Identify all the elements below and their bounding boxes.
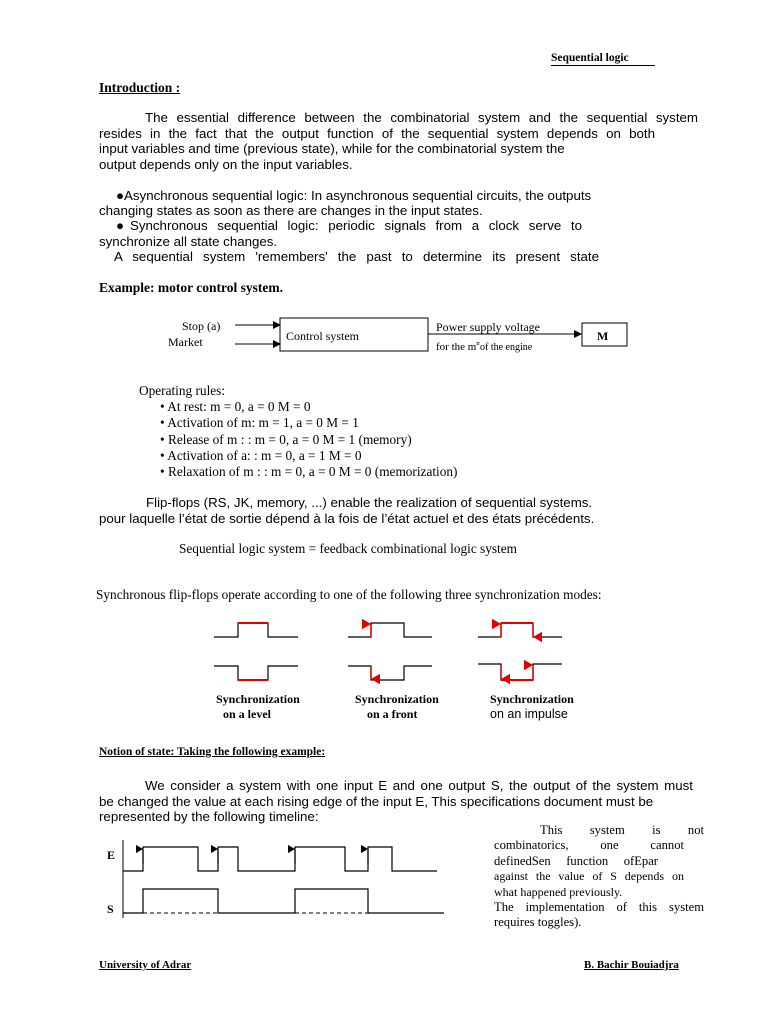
state-heading: Notion of state: Taking the following example: [99, 746, 326, 758]
signal-e-label: E [107, 848, 116, 862]
sync-line-2: synchronize all state changes. [99, 234, 278, 249]
rule-item: • Activation of m: m = 1, a = 0 M = 1 [160, 415, 457, 431]
state-line-1: We consider a system with one input E and one output S, the output of the system must [145, 778, 693, 793]
motor-control-diagram [0, 300, 768, 370]
side-note-line: This system is not [540, 823, 704, 837]
side-note-line: requires toggles). [494, 915, 582, 930]
example-heading: Example: motor control system. [99, 280, 283, 295]
front-pos-pulse [348, 623, 432, 637]
footer-university: University of Adrar [99, 959, 192, 971]
introduction-heading: Introduction : [99, 80, 181, 95]
side-note-line: against the value of S depends on [494, 869, 684, 884]
side-note-line: The implementation of this system [494, 900, 704, 915]
async-line-2: changing states as soon as there are changes in the input states. [99, 203, 483, 218]
footer-author: B. Bachir Bouiadjra [584, 959, 679, 971]
equation-line: Sequential logic system = feedback combinational logic system [179, 541, 517, 556]
motor-label: M [597, 329, 609, 343]
level-neg-pulse [214, 666, 298, 680]
output-label-1: Power supply voltage [436, 320, 540, 334]
front-neg-pulse [348, 666, 432, 680]
flipflops-line-1: Flip-flops (RS, JK, memory, ...) enable the realization of sequential systems. [146, 495, 593, 510]
remember-line: A sequential system 'remembers' the past to determine its present state [114, 249, 599, 264]
sync-modes-intro: Synchronous flip-flops operate according to one of the following three synchronization modes: [96, 587, 602, 602]
intro-line-3: input variables and time (previous state), while for the combinatorial system the [99, 141, 565, 156]
rule-item: • Relaxation of m : : m = 0, a = 0 M = 0 (memorization) [160, 464, 457, 480]
async-line-1: ●Asynchronous sequential logic: In asynchronous sequential circuits, the outputs [116, 188, 592, 203]
rule-item: • Activation of a: : m = 0, a = 1 M = 0 [160, 448, 457, 464]
impulse-neg-pulse [478, 664, 562, 680]
side-note-line: what happened previously. [494, 884, 623, 899]
side-note [494, 823, 704, 931]
impulse-mode-waveform [478, 623, 562, 680]
side-note-line: combinatorics, one cannot [494, 838, 684, 853]
intro-line-1: The essential difference between the combinatorial system and the sequential system [145, 110, 698, 125]
rule-item: • Release of m : : m = 0, a = 0 M = 1 (memory) [160, 432, 457, 448]
level-mode-waveform [214, 623, 298, 680]
operating-rules-list [160, 399, 457, 480]
state-line-3: represented by the following timeline: [99, 809, 319, 824]
page-header-title: Sequential logic [551, 51, 655, 66]
control-system-label: Control system [286, 329, 360, 343]
mode-impulse-caption-2: on an impulse [490, 707, 568, 721]
mode-level-caption-1: Synchronization [216, 692, 300, 706]
front-mode-waveform [348, 623, 432, 680]
state-timeline [0, 835, 480, 920]
mode-front-caption-1: Synchronization [355, 692, 439, 706]
level-pos-pulse [214, 623, 298, 637]
mode-impulse-caption-1: Synchronization [490, 692, 574, 706]
intro-line-4: output depends only on the input variables. [99, 157, 353, 172]
sync-modes-waveforms [0, 615, 768, 685]
mode-level-caption-2: on a level [223, 707, 271, 721]
intro-line-2: resides in the fact that the output function of the sequential system depends on both [99, 126, 655, 141]
mode-front-caption-2: on a front [367, 707, 418, 721]
operating-rules-title: Operating rules: [139, 383, 226, 398]
side-note-line: definedSen function ofEpar [494, 853, 658, 868]
rule-item: • At rest: m = 0, a = 0 M = 0 [160, 399, 457, 415]
signal-s-label: S [107, 902, 114, 916]
input-market-label: Market [168, 335, 203, 349]
signal-e-waveform [123, 847, 437, 871]
sync-line-1: ●Synchronous sequential logic: periodic signals from a clock serve to [116, 218, 582, 233]
output-label-2: for the $m^{tr}of$ the engine [436, 341, 533, 353]
state-line-2: be changed the value at each rising edge of the input E, This specifications document must be [99, 794, 654, 809]
flipflops-line-2: pour laquelle l’état de sortie dépend à la fois de l’état actuel et des états précédents. [99, 511, 595, 526]
input-stop-label: Stop (a) [182, 319, 221, 333]
impulse-pos-pulse [478, 623, 562, 637]
signal-s-waveform [123, 889, 444, 913]
